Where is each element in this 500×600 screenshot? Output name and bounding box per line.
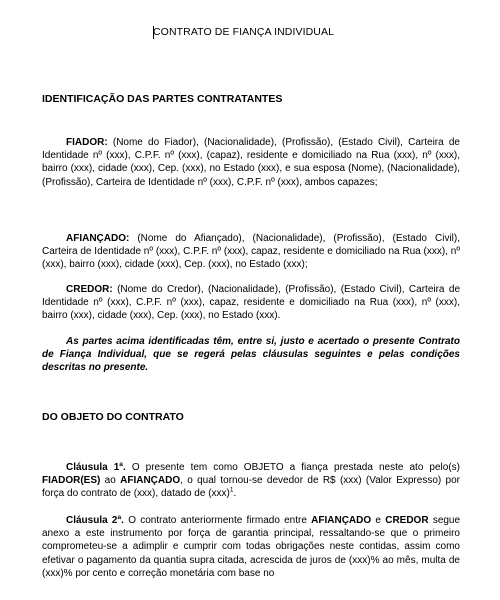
clausula-1-fiadores: FIADOR(ES): [42, 475, 101, 487]
credor-text: (Nome do Credor), (Nacionalidade), (Profissão), (Estado Civil), Carteira de Identidade nº (xxx), C.P.F. nº (xxx), capaz, residente e domiciliado na Rua (xxx), nº (xxx), bairro (xxx), cidade (xxx), Cep. (xxx), no Estado (xxx).: [42, 284, 460, 322]
paragraph-credor: [42, 283, 460, 323]
parties-statement-text: As partes acima identificadas têm, entre si, justo e acertado o presente Contrato de Fiança Individual, que se regerá pelas cláusulas seguintes e pelas condições descritas no presente.: [42, 336, 460, 374]
fiador-text: (Nome do Fiador), (Nacionalidade), (Profissão), (Estado Civil), Carteira de Identidade nº (xxx), C.P.F. nº (xxx), (capaz), residente e domiciliado na Rua (xxx), nº (xxx), bairro (xxx), cidade (xxx), Cep. (xxx), no Estado (xxx), e sua esposa (Nome), (Nacionalidade), (Profissão), Carteira de Identidade nº (xxx), C.P.F. nº (xxx), ambos capazes;: [42, 137, 460, 188]
fiador-label: FIADOR:: [66, 137, 108, 148]
afiancado-text: (Nome do Afiançado), (Nacionalidade), (Profissão), (Estado Civil), Carteira de Identidade nº (xxx), C.P.F. nº (xxx), capaz, residente e domiciliado na Rua (xxx), nº (xxx), bairro (xxx), cidade (xxx), Cep. (xxx), no Estado (xxx);: [42, 233, 460, 271]
credor-label: CREDOR:: [66, 284, 113, 295]
section-heading-object: DO OBJETO DO CONTRATO: [42, 411, 184, 423]
clausula-2-afiancado: AFIANÇADO: [311, 515, 372, 526]
clausula-2-credor: CREDOR: [385, 515, 429, 526]
document-title: CONTRATO DE FIANÇA INDIVIDUAL: [153, 26, 335, 38]
clausula-1-text-d: .: [233, 488, 237, 500]
clausula-2-text-b: e: [375, 515, 381, 526]
afiancado-label: AFIANÇADO:: [66, 233, 130, 244]
clausula-1-text-a: O presente tem como OBJETO a fiança prestada neste ato pelo(s): [131, 462, 460, 473]
footnote-marker: 1: [229, 487, 234, 495]
clausula-1-label: Cláusula 1ª.: [66, 462, 126, 473]
paragraph-parties-statement: [42, 335, 460, 375]
paragraph-clausula-2: [42, 514, 460, 580]
clausula-2-text-a: O contrato anteriormente firmado entre: [128, 515, 307, 526]
paragraph-clausula-1: [42, 461, 460, 501]
clausula-2-text-c: segue anexo a este instrumento por força de garantia principal, ressaltando-se que o primeiro comprometeu-se a adimplir e cumprir com todas obrigações neste contidas, assim como efetivar o pagamento da quantia supra citada, acrescida de juros de (xxx)% ao mês, multa de (xxx)% por cento e correção monetária com base no: [42, 515, 461, 579]
clausula-1-afiancado: AFIANÇADO: [120, 475, 181, 487]
clausula-1-text-c: , o qual tornou-se devedor de R$ (xxx) (Valor Expresso) por força do contrato de (xxx), datado de (xxx): [42, 475, 460, 500]
paragraph-afiancado: [42, 232, 460, 272]
section-heading-parties: IDENTIFICAÇÃO DAS PARTES CONTRATANTES: [42, 93, 283, 105]
clausula-1-text-b: ao: [104, 475, 116, 487]
clausula-2-label: Cláusula 2ª.: [66, 515, 124, 526]
paragraph-fiador: [42, 136, 460, 189]
